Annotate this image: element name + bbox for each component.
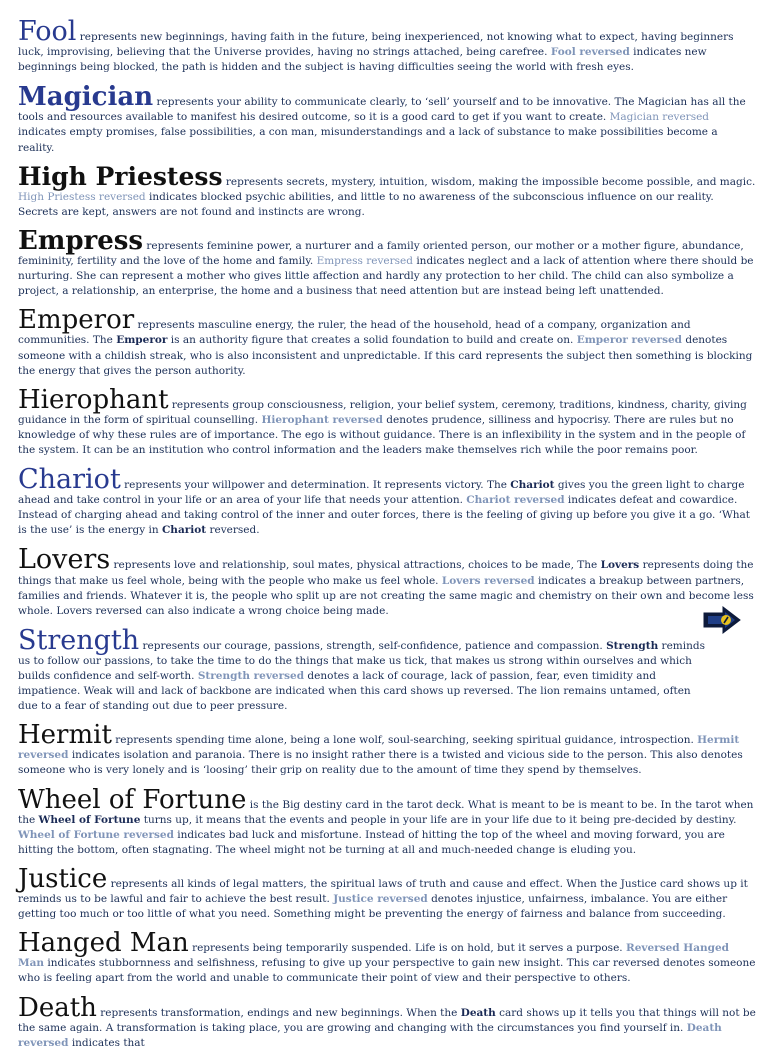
entry-text: indicates defeat and cowardice. Instead of charging ahead and taking control of the inner and outer forces, there is the feeling of giving up before you give it a go. ‘What is the use’ is the energy in bbox=[18, 494, 751, 537]
entry-bold: Strength bbox=[606, 639, 659, 652]
entry-text: denotes someone with a childish streak, who is also inconsistent and unpredictable. If this card represents the subject then something is blocking the energy that gives the person authority. bbox=[18, 334, 753, 377]
reversed-label: Fool reversed bbox=[550, 46, 630, 59]
entry-bold: Chariot bbox=[161, 524, 207, 537]
entry-title: Fool bbox=[18, 16, 77, 47]
entry-text: represents our courage, passions, strength, self-confidence, patience and compassion. bbox=[142, 639, 603, 652]
entry-title: Emperor bbox=[18, 305, 135, 336]
entry-title: Chariot bbox=[18, 464, 121, 496]
entry-title: Hierophant bbox=[18, 384, 169, 415]
reversed-label: High Priestess reversed bbox=[18, 190, 146, 203]
entry-text: indicates that bbox=[71, 1036, 145, 1049]
entry-title: Death bbox=[18, 992, 97, 1023]
reversed-label: Justice reversed bbox=[333, 893, 428, 906]
entry-hierophant bbox=[18, 384, 756, 458]
entry-text: reminds us to follow our passions, to take the time to do the things that make us tick, that makes us strong within ourselves and which builds confidence and self-worth. bbox=[18, 639, 705, 682]
entry-text: turns up, it means that the events and people in your life are in your life due to it being pre-decided by destiny. bbox=[143, 813, 737, 826]
reversed-label: Empress reversed bbox=[316, 255, 413, 268]
entry-bold: Emperor bbox=[116, 334, 168, 347]
entry-title: Strength bbox=[18, 624, 140, 656]
entry-text: represents masculine energy, the ruler, the head of the household, head of a company, organization and communities. The bbox=[18, 319, 691, 347]
entry-text: denotes a lack of courage, lack of passion, fear, even timidity and impatience. Weak will and lack of backbone are indicated when this card shows up reversed. The lion remains untamed, often due to a fear of standing out due to peer pressure. bbox=[18, 670, 691, 713]
reversed-label: Death reversed bbox=[18, 1021, 722, 1049]
entry-title: Justice bbox=[18, 863, 108, 894]
entry-text: card shows up it tells you that things will not be the same again. A transformation is taking place, you are growing and changing with the circumstances you find yourself in. bbox=[18, 1006, 756, 1034]
reversed-label: Strength reversed bbox=[197, 670, 305, 682]
entry-text: indicates empty promises, false possibilities, a con man, misunderstandings and a lack of substance to make possibilities become a reality. bbox=[18, 126, 718, 154]
entry-bold: Chariot bbox=[510, 479, 555, 492]
entry-text: gives you the green light to charge ahead and take control in your life or an area of your life that needs your attention. bbox=[18, 479, 745, 507]
entry-title: Empress bbox=[18, 225, 144, 256]
entry-hanged-man bbox=[18, 930, 756, 986]
reversed-label: Emperor reversed bbox=[576, 334, 683, 347]
entry-justice bbox=[18, 863, 756, 922]
entry-death bbox=[18, 992, 756, 1051]
entry-text: represents new beginnings, having faith in the future, being inexperienced, not knowing what to expect, having beginners luck, improvising, believing that the Universe provides, having no strings attached, being carefree. bbox=[18, 31, 734, 59]
entry-text: represents feminine power, a nurturer and a family oriented person, our mother or a mother figure, abundance, femininity, fertility and the love of the home and family. bbox=[18, 239, 744, 268]
entry-high-priestess bbox=[18, 161, 756, 220]
entry-text: is the Big destiny card in the tarot deck. What is meant to be is meant to be. In the tarot when the bbox=[18, 798, 754, 826]
tarot-card-meanings bbox=[18, 18, 756, 1051]
entry-title: Lovers bbox=[18, 544, 111, 576]
entry-text: represents love and relationship, soul mates, physical attractions, choices to be made, The bbox=[113, 559, 598, 572]
entry-text: indicates blocked psychic abilities, and little to no awareness of the subconscious influence on our reality. Secrets are kept, answers are not found and instincts are wrong. bbox=[18, 190, 714, 218]
entry-lovers bbox=[18, 546, 756, 618]
reversed-label: Chariot reversed bbox=[466, 494, 565, 507]
reversed-label: Hermit reversed bbox=[18, 734, 740, 762]
reversed-label: Reversed Hanged Man bbox=[18, 942, 729, 970]
entry-wheel-of-fortune bbox=[18, 784, 756, 858]
entry-text: indicates stubbornness and selfishness, refusing to give up your perspective to gain new insight. This car reversed denotes someone who is feeling apart from the world and unable to communicate their point of view and their perspective to others. bbox=[18, 957, 756, 985]
entry-fool bbox=[18, 18, 756, 75]
next-arrow-button[interactable] bbox=[703, 605, 741, 635]
entry-text: is an authority figure that creates a solid foundation to build and create on. bbox=[170, 334, 574, 347]
entry-text: indicates neglect and a lack of attention where there should be nurturing. She can represent a mother who gives little affection and hardly any protection to her child. The child can also symbolize a project, a relationship, an enterprise, the home and a business that need attention but are instead being left unattended. bbox=[18, 255, 754, 298]
entry-strength bbox=[18, 624, 756, 714]
entry-bold: Wheel of Fortune bbox=[38, 813, 141, 826]
entry-title: Hanged Man bbox=[18, 928, 189, 959]
entry-magician bbox=[18, 84, 756, 155]
entry-text: represents doing the things that make us feel whole, being with the people who make us feel whole. bbox=[18, 559, 754, 587]
entry-bold: Death bbox=[460, 1006, 496, 1019]
entry-text: indicates bad luck and misfortune. Instead of hitting the top of the wheel and moving forward, you are hitting the bottom, often stagnating. The wheel might not be turning at all and much-needed change is eluding you. bbox=[18, 828, 725, 856]
entry-text: represents your ability to communicate clearly, to ‘sell’ yourself and to be innovative. The Magician has all the tools and resources available to manifest his desired outcome, so it is a good card to get if you want to create. bbox=[18, 96, 746, 124]
entry-text: represents all kinds of legal matters, the spiritual laws of truth and cause and effect. When the Justice card shows up it reminds us to be lawful and fair to achieve the best result. bbox=[18, 877, 748, 906]
entry-text: denotes prudence, silliness and hypocrisy. There are rules but no knowledge of why these rules are of importance. The ego is without guidance. There is an inflexibility in the system and in the people of the system. It can be an institution who control information and the leaders make themselves rich while the poor remains poor. bbox=[18, 413, 746, 456]
arrow-right-icon bbox=[703, 605, 741, 635]
entry-title: Wheel of Fortune bbox=[18, 784, 247, 815]
entry-text: indicates isolation and paranoia. There is no insight rather there is a twisted and vicious side to the person. This also denotes someone who is very lonely and is ‘loosing’ their grip on reality due to the amount of time they spend by themselves. bbox=[18, 749, 743, 777]
entry-text: represents group consciousness, religion, your belief system, ceremony, traditions, kindness, charity, giving guidance in the form of spiritual counselling. bbox=[18, 398, 747, 426]
entry-emperor bbox=[18, 307, 756, 378]
reversed-label: Hierophant reversed bbox=[261, 413, 383, 426]
entry-chariot bbox=[18, 466, 756, 538]
entry-text: represents being temporarily suspended. Life is on hold, but it serves a purpose. bbox=[192, 942, 623, 955]
entry-text: indicates new beginnings being blocked, the path is hidden and the subject is having difficulties seeing the world with fresh eyes. bbox=[18, 46, 707, 74]
reversed-label: Magician reversed bbox=[609, 111, 710, 124]
entry-text: represents your willpower and determination. It represents victory. The bbox=[124, 479, 507, 492]
reversed-label: Wheel of Fortune reversed bbox=[18, 828, 174, 841]
entry-text: represents spending time alone, being a lone wolf, soul-searching, seeking spiritual guidance, introspection. bbox=[115, 734, 694, 747]
entry-title: Hermit bbox=[18, 720, 112, 751]
reversed-label: Lovers reversed bbox=[441, 574, 535, 587]
entry-text: denotes injustice, unfairness, imbalance. You are either getting too much or too little of what you need. Something might be preventing the energy of fairness and balance from succeeding. bbox=[18, 893, 728, 921]
entry-text: indicates a breakup between partners, families and friends. Whatever it is, the people who split up are not creating the same magic and chemistry on their own and become less whole. Lovers reversed can also indicate a wrong choice being made. bbox=[18, 574, 754, 617]
entry-text: represents transformation, endings and new beginnings. When the bbox=[100, 1006, 458, 1019]
entry-text: represents secrets, mystery, intuition, wisdom, making the impossible become possible, and magic. bbox=[225, 175, 756, 188]
entry-title: Magician bbox=[18, 82, 154, 113]
entry-title: High Priestess bbox=[18, 161, 223, 191]
entry-bold: Lovers bbox=[600, 559, 640, 572]
entry-empress bbox=[18, 225, 756, 299]
entry-hermit bbox=[18, 722, 756, 778]
entry-text: reversed. bbox=[209, 524, 260, 537]
